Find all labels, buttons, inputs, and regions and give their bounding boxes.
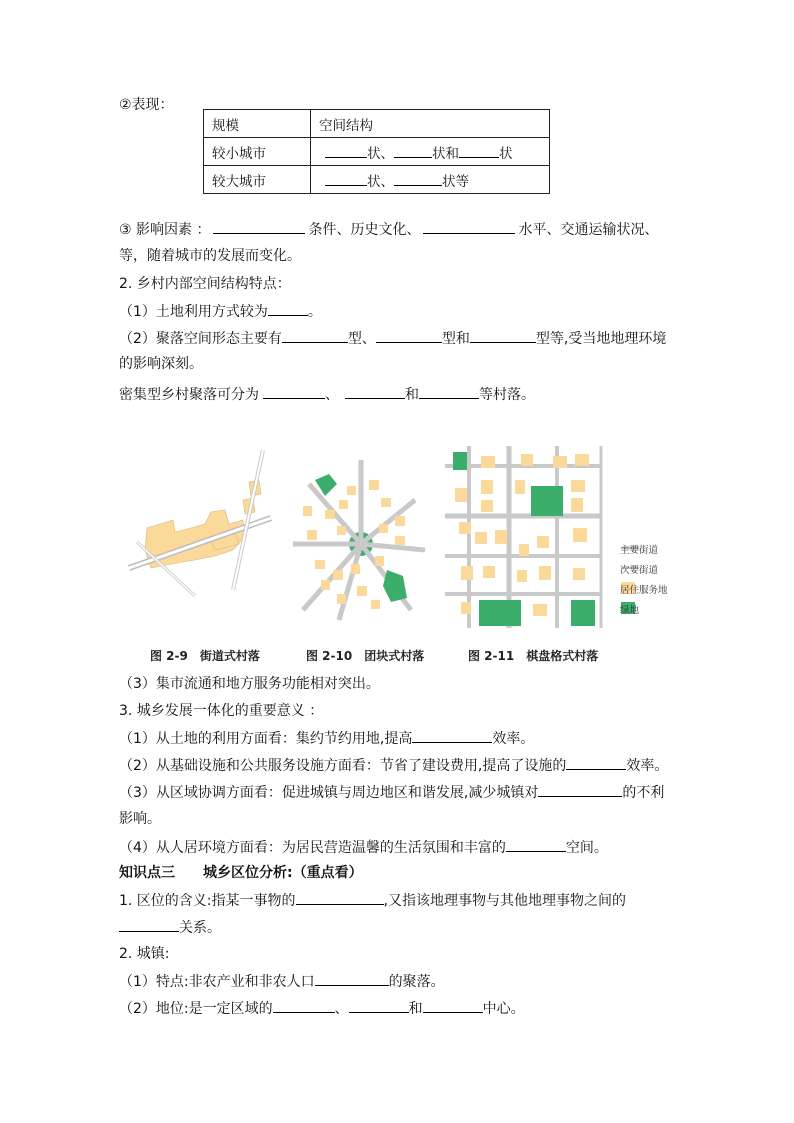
residential-block xyxy=(379,524,388,533)
residential-block xyxy=(395,516,405,526)
street-village-figure xyxy=(129,450,271,596)
integration-i4: （4）从人居环境方面看：为居民营造温馨的生活氛围和丰富的 空间。 xyxy=(119,837,608,858)
residential-block xyxy=(325,510,335,519)
residential-block xyxy=(333,570,343,580)
legend-secondary-street-label: 次要街道 xyxy=(620,565,659,576)
residential-block xyxy=(459,522,471,534)
legend-residential-label: 居住服务地 xyxy=(620,585,668,596)
location-definition: 1. 区位的含义:指某一事物的 ,又指该地理事物与其他地理事物之间的 xyxy=(119,890,626,911)
residential-block xyxy=(537,536,549,548)
residential-block xyxy=(395,536,405,545)
residential-block xyxy=(351,564,360,574)
figure-caption: 图 2-9 街道式村落 xyxy=(150,649,260,663)
town-t2: （2）地位:是一定区域的 、 和 中心。 xyxy=(119,998,525,1019)
residential-block xyxy=(375,556,384,566)
residential-block xyxy=(357,586,367,596)
table-row xyxy=(204,166,550,194)
residential-block xyxy=(307,530,317,540)
grid-village-figure xyxy=(445,446,601,628)
factors-line2: 等，随着城市的发展而变化。 xyxy=(119,248,301,264)
table-header-scale: 规模 xyxy=(204,110,311,138)
city-structure-table xyxy=(203,109,550,194)
integration-i3: （3）从区域协调方面看：促进城镇与周边地区和谐发展,减少城镇对 的不利 xyxy=(119,782,664,803)
integration-title: 3. 城乡发展一体化的重要意义 ： xyxy=(119,703,324,719)
residential-block xyxy=(481,500,493,512)
residential-block xyxy=(481,480,493,494)
residential-block xyxy=(517,570,527,582)
residential-block xyxy=(321,580,330,590)
residential-block xyxy=(337,526,346,535)
residential-block xyxy=(381,498,391,507)
residential-block xyxy=(575,454,589,466)
manifestation-label: ②表现： xyxy=(119,97,174,113)
residential-block xyxy=(347,486,356,495)
legend-main-street-label: 主要街道 xyxy=(620,545,659,556)
residential-block xyxy=(515,480,525,494)
green-block xyxy=(571,600,595,626)
table-cell-scale: 较小城市 xyxy=(204,138,311,166)
town-t1: （1）特点:非农产业和非农人口 的聚落。 xyxy=(119,971,445,992)
residential-block xyxy=(483,566,495,578)
green-block xyxy=(383,570,407,602)
residential-block xyxy=(495,530,507,544)
residential-block xyxy=(455,488,467,502)
integration-i1: （1）从土地的利用方面看：集约节约用地,提高 效率。 xyxy=(119,728,534,749)
rural-item1: （1）土地利用方式较为 。 xyxy=(119,301,322,322)
figure-caption: 图 2-11 棋盘格式村落 xyxy=(468,649,599,663)
figure-caption: 图 2-10 团块式村落 xyxy=(306,649,425,663)
residential-block xyxy=(337,594,346,604)
town-title: 2. 城镇: xyxy=(119,946,170,962)
rural-title: 2. 乡村内部空间结构特点： xyxy=(119,276,291,292)
integration-i2: （2）从基础设施和公共服务设施方面看：节省了建设费用,提高了设施的 效率。 xyxy=(119,755,668,776)
dense-villages: 密集型乡村聚落可分为 、 和 等村落。 xyxy=(119,384,535,405)
knowledge3-title: 知识点三 城乡区位分析:（重点看） xyxy=(119,865,363,881)
table-header-row xyxy=(204,110,550,138)
integration-i3-line2: 影响。 xyxy=(119,811,161,827)
green-block xyxy=(531,486,563,516)
residential-block xyxy=(573,528,587,542)
residential-block xyxy=(553,456,567,468)
residential-block xyxy=(339,500,348,509)
table-cell-scale: 较大城市 xyxy=(204,166,311,194)
legend-green-label: 绿地 xyxy=(620,605,640,616)
residential-block xyxy=(475,532,487,544)
residential-block xyxy=(571,498,583,512)
factors-line: ③ 影响因素 ： 条件、历史文化、 水平、交通运输状况、 xyxy=(119,219,658,240)
rural-item2: （2）聚落空间形态主要有 型、 型和 型等,受当地地理环境 xyxy=(119,328,666,349)
table-row xyxy=(204,138,550,166)
residential-block xyxy=(315,560,325,569)
village-figures xyxy=(125,440,705,640)
residential-block xyxy=(461,602,471,614)
residential-block xyxy=(371,600,380,609)
residential-block xyxy=(571,480,585,492)
table-header-structure: 空间结构 xyxy=(311,110,550,138)
location-definition-line2: 关系。 xyxy=(119,917,221,938)
residential-block xyxy=(481,456,495,468)
residential-block xyxy=(573,568,585,580)
cluster-village-figure xyxy=(293,460,425,620)
residential-block xyxy=(369,480,379,490)
residential-block xyxy=(533,604,547,616)
green-block xyxy=(479,600,521,626)
rural-item2-line2: 的影响深刻。 xyxy=(119,356,203,372)
green-block xyxy=(453,452,467,470)
residential-block xyxy=(519,544,529,556)
table-cell-structure: 状、 状和 状 xyxy=(311,138,550,166)
residential-block xyxy=(461,566,473,580)
residential-block xyxy=(303,506,312,516)
table-cell-structure: 状、 状等 xyxy=(311,166,550,194)
residential-block xyxy=(539,566,551,580)
item3-line: （3）集市流通和地方服务功能相对突出。 xyxy=(119,676,380,692)
residential-block xyxy=(521,454,533,466)
